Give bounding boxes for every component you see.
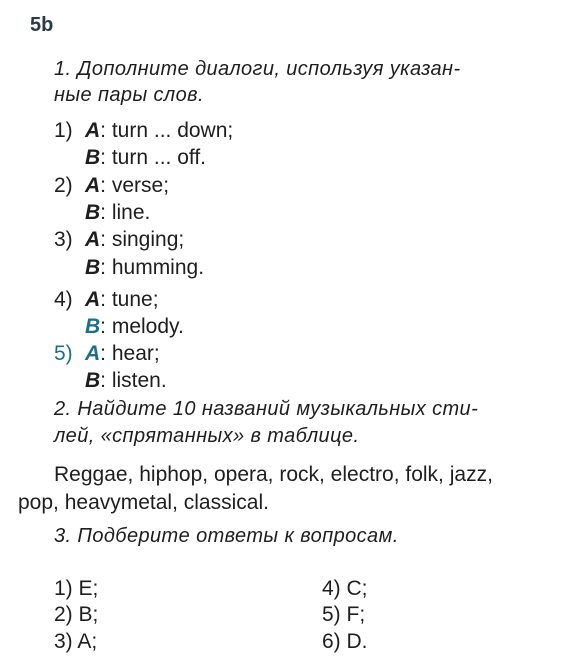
dialogue-text: : listen. bbox=[100, 369, 167, 392]
answer-4: 4) C; bbox=[322, 577, 368, 600]
dialogue-5-b bbox=[54, 369, 167, 393]
speaker-b: B bbox=[85, 256, 101, 279]
dialogue-1-a bbox=[54, 119, 233, 143]
speaker-a: A bbox=[85, 342, 101, 365]
speaker-a: A bbox=[85, 174, 101, 197]
task1-instruction-line2: ные пары слов. bbox=[54, 84, 204, 106]
task1-instruction-line1: 1. Дополните диалоги, используя указан- bbox=[54, 58, 461, 80]
answer-3: 3) A; bbox=[54, 630, 98, 653]
dialogue-number: 5) bbox=[54, 342, 73, 365]
speaker-b: B bbox=[85, 369, 101, 392]
answer-6: 6) D. bbox=[322, 630, 368, 653]
dialogue-4-a bbox=[54, 288, 159, 312]
dialogue-text: : line. bbox=[100, 201, 151, 224]
speaker-b: B bbox=[85, 146, 101, 169]
dialogue-text: : humming. bbox=[100, 256, 205, 279]
dialogue-number: 3) bbox=[54, 228, 73, 251]
speaker-a: A bbox=[85, 288, 101, 311]
dialogue-5-a bbox=[54, 342, 160, 366]
dialogue-1-b bbox=[54, 146, 206, 170]
music-styles-line2: pop, heavymetal, classical. bbox=[18, 491, 269, 514]
dialogue-3-b bbox=[54, 256, 204, 280]
task3-instruction: 3. Подберите ответы к вопросам. bbox=[54, 525, 399, 547]
dialogue-number: 4) bbox=[54, 288, 73, 311]
speaker-b: B bbox=[85, 201, 101, 224]
dialogue-text: : melody. bbox=[100, 315, 184, 338]
dialogue-3-a bbox=[54, 228, 184, 252]
dialogue-text: : singing; bbox=[100, 228, 185, 251]
dialogue-text: : tune; bbox=[100, 288, 159, 311]
dialogue-text: : verse; bbox=[100, 174, 170, 197]
task2-instruction-line1: 2. Найдите 10 названий музыкальных сти- bbox=[54, 398, 479, 420]
section-heading: 5b bbox=[30, 14, 54, 36]
dialogue-2-b bbox=[54, 201, 150, 225]
speaker-b: B bbox=[85, 315, 101, 338]
dialogue-2-a bbox=[54, 174, 169, 198]
answer-5: 5) F; bbox=[322, 603, 366, 626]
answer-1: 1) E; bbox=[54, 577, 99, 600]
music-styles-line1: Reggae, hiphop, opera, rock, electro, folk, jazz, bbox=[54, 463, 493, 486]
dialogue-number: 1) bbox=[54, 119, 73, 142]
dialogue-text: : hear; bbox=[100, 342, 160, 365]
dialogue-text: : turn ... down; bbox=[100, 119, 234, 142]
task2-instruction-line2: лей, «спрятанных» в таблице. bbox=[54, 425, 360, 447]
dialogue-4-b bbox=[54, 315, 184, 339]
dialogue-number: 2) bbox=[54, 174, 73, 197]
speaker-a: A bbox=[85, 119, 101, 142]
speaker-a: A bbox=[85, 228, 101, 251]
dialogue-text: : turn ... off. bbox=[100, 146, 207, 169]
answer-2: 2) B; bbox=[54, 603, 99, 626]
